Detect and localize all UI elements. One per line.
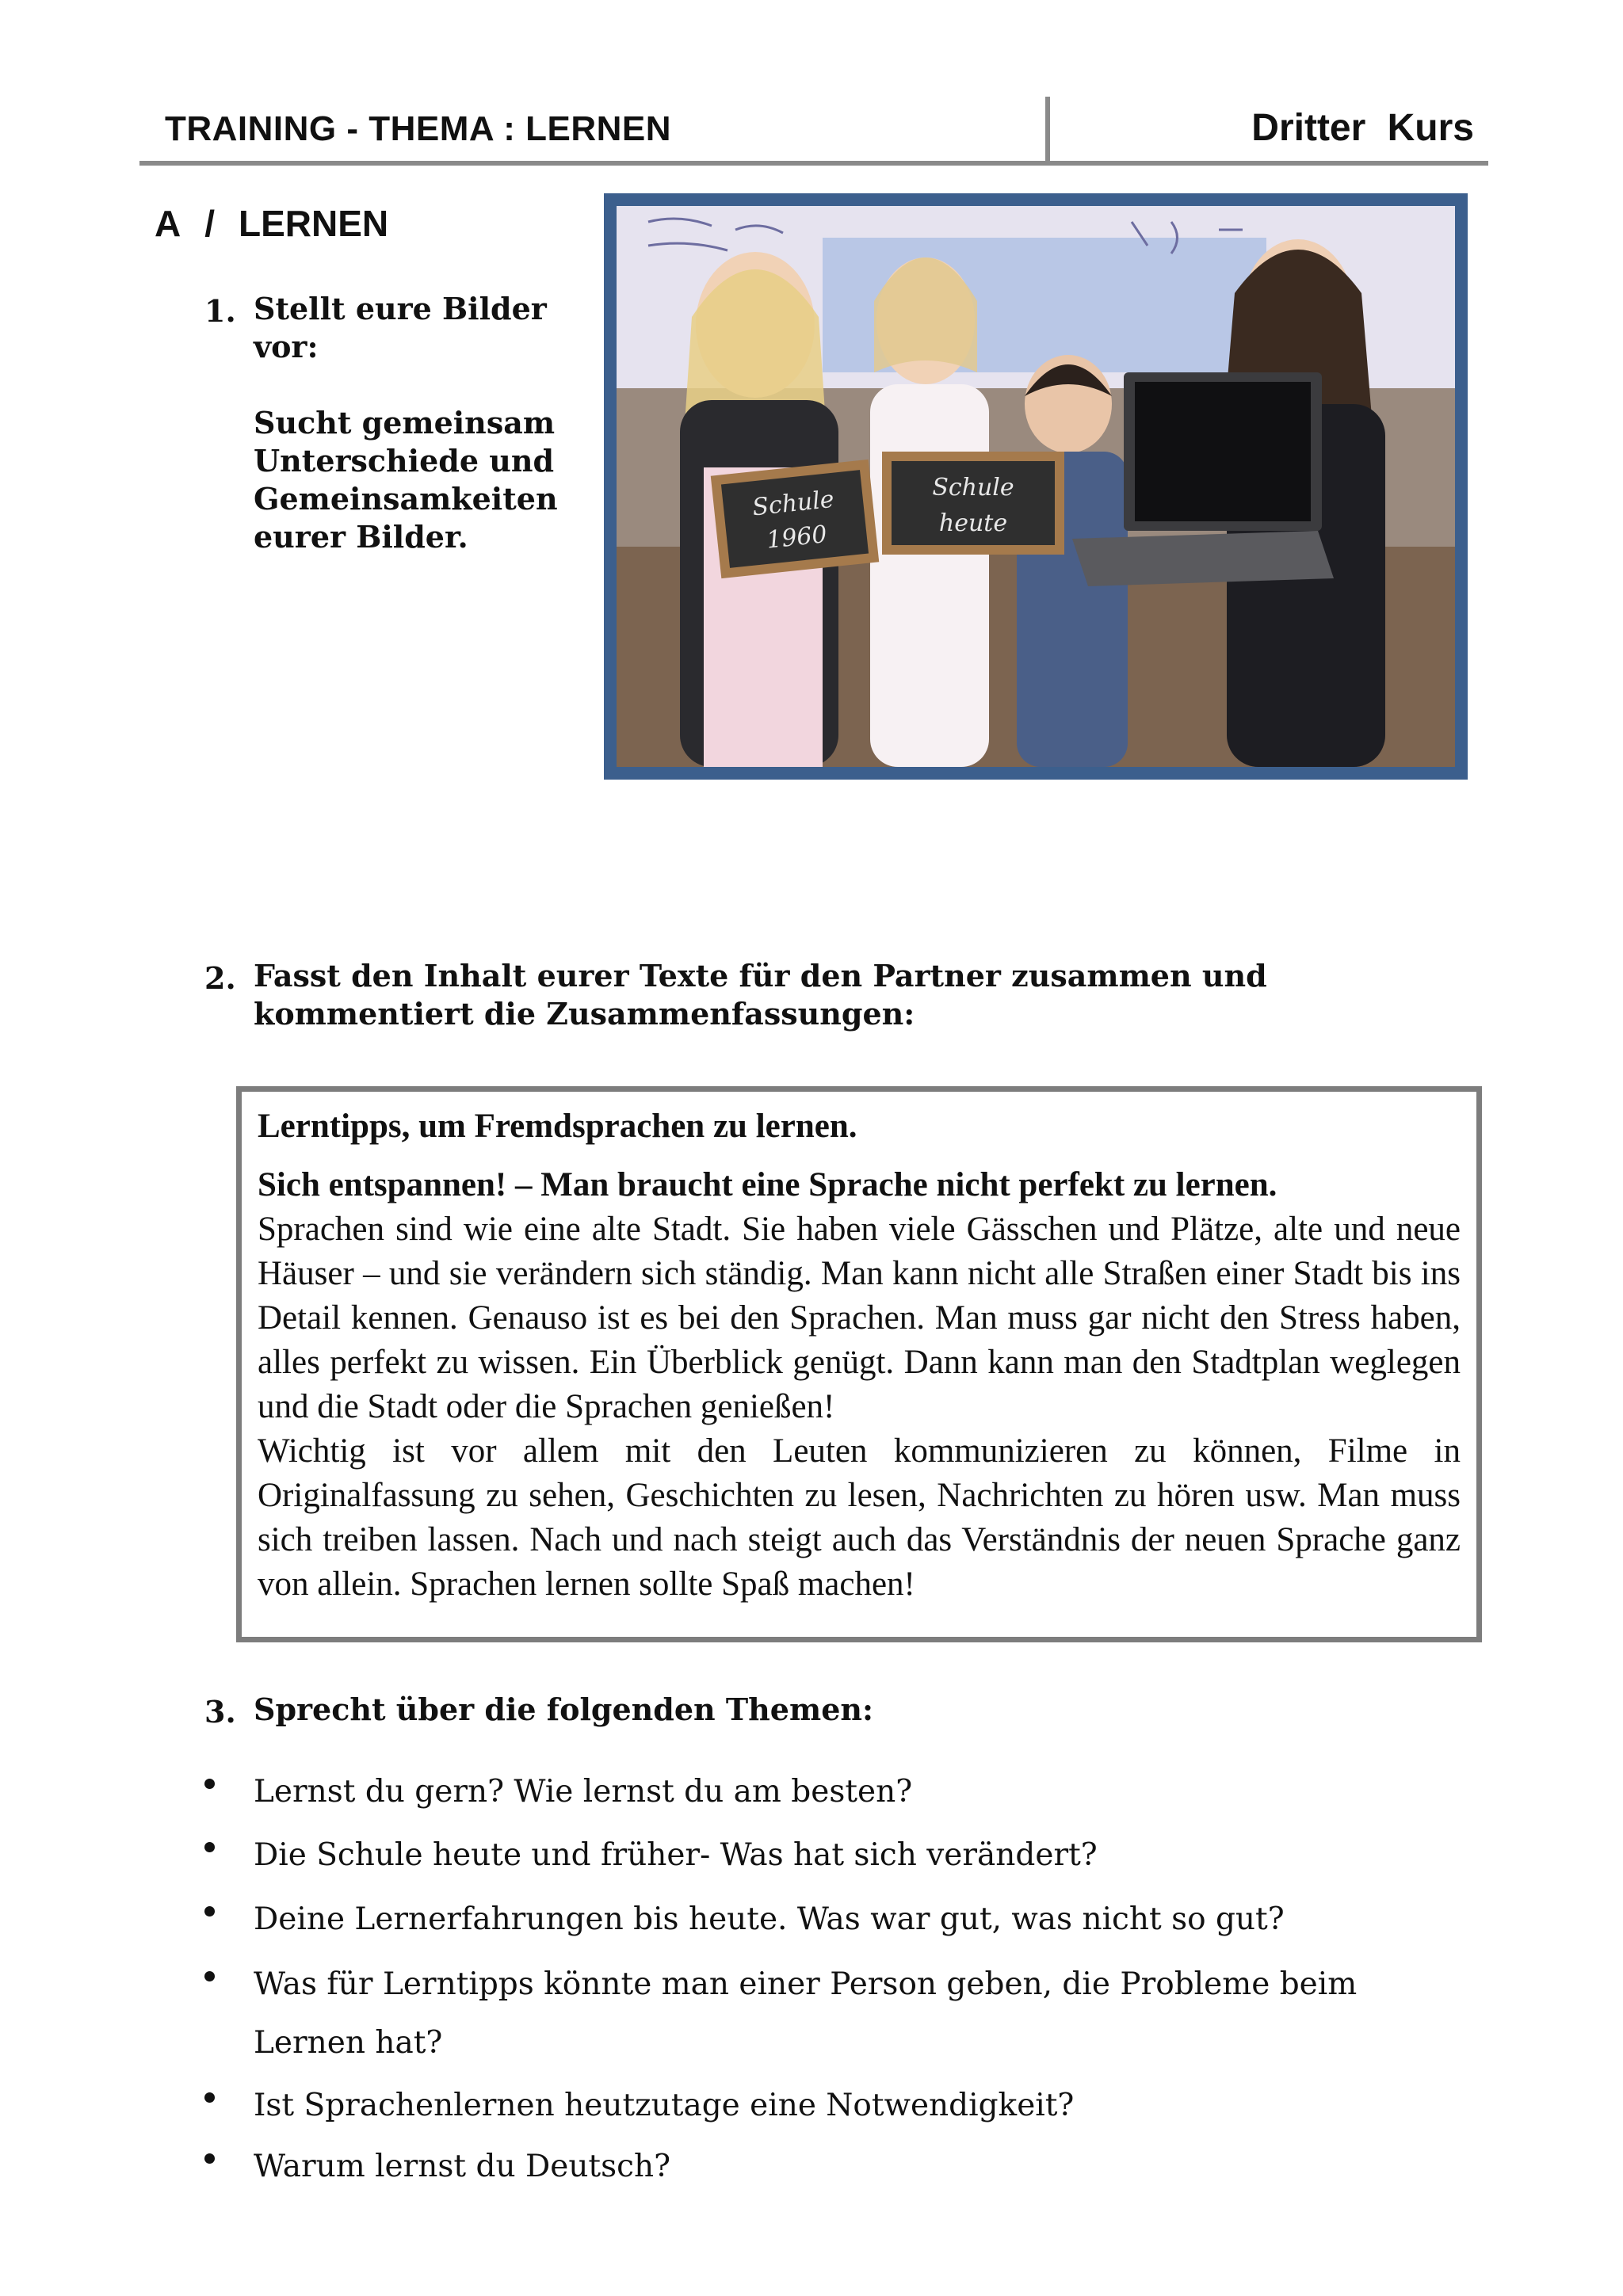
- task1-line: Sucht gemeinsam: [254, 405, 556, 441]
- tips-textbox: [236, 1086, 1482, 1642]
- task1-line: Gemeinsamkeiten: [254, 481, 558, 517]
- list-item-text-continued: Lernen hat?: [254, 2025, 443, 2061]
- header-divider: [1045, 97, 1050, 165]
- section-slash: /: [204, 203, 216, 244]
- tips-heading: Lerntipps, um Fremdsprachen zu lernen.: [258, 1108, 857, 1145]
- section-title: [155, 202, 388, 245]
- bullet-icon: [204, 2092, 215, 2103]
- list-item-text: Ist Sprachenlernen heutzutage eine Notwendigkeit?: [254, 2088, 1075, 2123]
- task1-line: Unterschiede und: [254, 443, 555, 479]
- slate2-word: heute: [938, 509, 1008, 537]
- header-course: Dritter Kurs: [1251, 107, 1474, 149]
- bullet-icon: [204, 1842, 215, 1852]
- list-item-text: Warum lernst du Deutsch?: [254, 2149, 670, 2184]
- header-rule: [139, 161, 1488, 166]
- tips-subheading: Sich entspannen! – Man braucht eine Sprache nicht perfekt zu lernen.: [258, 1166, 1277, 1203]
- task1-line: Stellt eure Bilder: [254, 291, 547, 326]
- task2-number: 2.: [204, 960, 236, 996]
- section-letter: A: [155, 203, 181, 244]
- task1-line: vor:: [254, 329, 319, 364]
- task2-line: kommentiert die Zusammenfassungen:: [254, 996, 915, 1032]
- task1-number: 1.: [204, 293, 236, 329]
- header-title: TRAINING - THEMA : LERNEN: [165, 109, 672, 148]
- bullet-icon: [204, 1971, 215, 1981]
- list-item-text: Lernst du gern? Wie lernst du am besten?: [254, 1774, 913, 1810]
- list-item-text: Deine Lernerfahrungen bis heute. Was war gut, was nicht so gut?: [254, 1901, 1285, 1937]
- tips-paragraph-2: Wichtig ist vor allem mit den Leuten kommunizieren zu können, Filme in Originalfassung zu sehen, Geschichten zu lesen, Nachrichten zu hören usw. Man muss sich treiben lassen. Nach und nach steigt auch das Verständnis der neuen Sprache ganz von allein. Sprachen lernen sollte Spaß machen!: [258, 1432, 1461, 1603]
- slate1-year: 1960: [765, 520, 829, 555]
- bullet-icon: [204, 1779, 215, 1789]
- task1-line: eurer Bilder.: [254, 519, 468, 555]
- task3-title: Sprecht über die folgenden Themen:: [254, 1691, 874, 1727]
- slate2-label: Schule: [932, 474, 1014, 502]
- bullet-icon: [204, 1906, 215, 1917]
- task2-instruction: [254, 957, 1267, 1033]
- classroom-photo: [617, 206, 1455, 767]
- bullet-icon: [204, 2153, 215, 2164]
- tips-paragraph-1: Sprachen sind wie eine alte Stadt. Sie haben viele Gässchen und Plätze, alte und neue Häuser – und sie verändern sich ständig. Man kann nicht alle Straßen einer Stadt bis ins Detail kennen. Genauso ist es bei den Sprachen. Man muss gar nicht den Stress haben, alles perfekt zu wissen. Ein Überblick genügt. Dann kann man den Stadtplan weglegen und die Stadt oder die Sprachen genießen!: [258, 1211, 1461, 1425]
- slate1-label: Schule: [750, 485, 836, 522]
- classroom-photo-drawing: [617, 206, 1455, 767]
- list-item-text: Die Schule heute und früher- Was hat sich verändert?: [254, 1837, 1098, 1873]
- list-item-text: Was für Lerntipps könnte man einer Person geben, die Probleme beim: [254, 1966, 1358, 2002]
- task2-line: Fasst den Inhalt eurer Texte für den Partner zusammen und: [254, 958, 1267, 994]
- section-name: LERNEN: [239, 203, 389, 244]
- task3-number: 3.: [204, 1694, 236, 1730]
- task1-instruction: [254, 290, 558, 556]
